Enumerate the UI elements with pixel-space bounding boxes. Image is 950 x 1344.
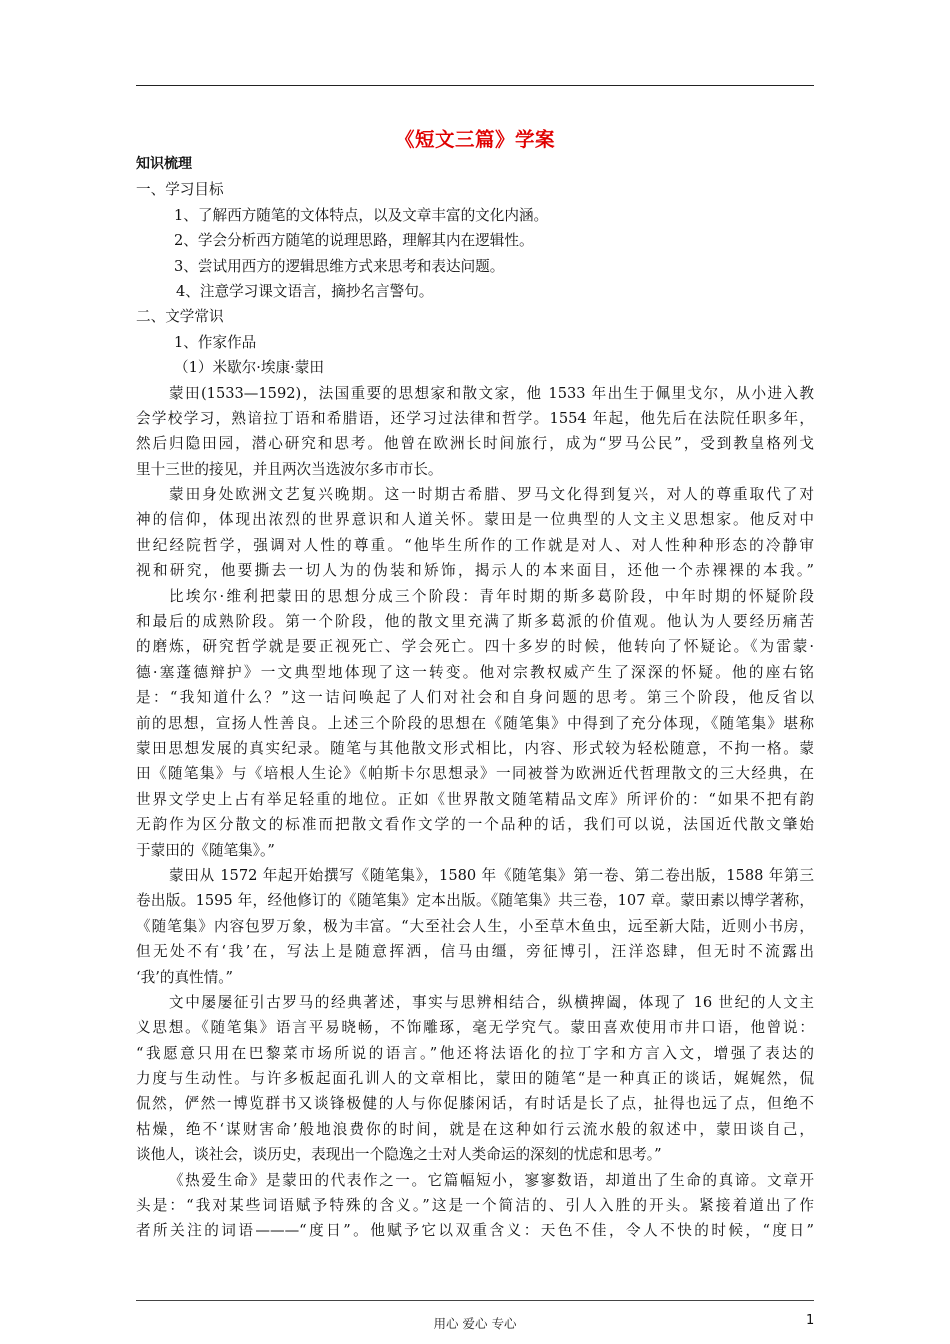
text-line: 谈他人，谈社会，谈历史，表现出一个隐逸之士对人类命运的深刻的忧虑和思考。” (136, 1146, 662, 1164)
text-line: 头是：“我对某些词语赋予特殊的含义。”这是一个简洁的、引人入胜的开头。紧接着道出了作 (136, 1197, 814, 1215)
text-line: 3、尝试用西方的逻辑思维方式来思考和表达问题。 (174, 257, 505, 275)
text-line: 会学校学习，熟谙拉丁语和希腊语，还学习过法律和哲学。1554 年起，他先后在法院任职多年， (136, 409, 814, 427)
text-line: 世纪经院哲学，强调对人性的尊重。“他毕生所作的工作就是对人、对人性种种形态的冷静审 (136, 536, 814, 554)
text-line: 比埃尔·维利把蒙田的思想分成三个阶段：青年时期的斯多葛阶段，中年时期的怀疑阶段 (169, 587, 814, 605)
text-line: （1）米歇尔·埃康·蒙田 (174, 359, 324, 377)
text-line: 文中屡屡征引古罗马的经典著述，事实与思辨相结合，纵横捭阖，体现了 16 世纪的人文主 (169, 993, 814, 1011)
text-line: 德·塞蓬德辩护》一文典型地体现了这一转变。他对宗教权威产生了深深的怀疑。他的座右铭 (136, 663, 814, 681)
text-line: 力度与生动性。与许多板起面孔训人的文章相比，蒙田的随笔“是一种真正的谈话，娓娓然，侃 (136, 1070, 814, 1088)
text-line: 无韵作为区分散文的标准而把散文看作文学的一个品种的话，我们可以说，法国近代散文肇始 (136, 816, 814, 834)
text-line: 二、文学常识 (136, 308, 224, 326)
text-line: 和最后的成熟阶段。第一个阶段，他的散文里充满了斯多葛派的价值观。他认为人要经历痛苦 (136, 613, 814, 631)
document-title: 《短文三篇》学案 (394, 128, 555, 151)
text-line: 世界文学史上占有举足轻重的地位。正如《世界散文随笔精品文库》所评价的：“如果不把有韵 (136, 790, 814, 808)
text-line: 视和研究，他要撕去一切人为的伪装和矫饰，揭示人的本来面目，还他一个赤裸裸的本我。” (136, 562, 814, 580)
text-line: 里十三世的接见，并且两次当选波尔多市市长。 (136, 460, 443, 478)
page-footer: 用心 爱心 专心 (433, 1316, 517, 1331)
text-line: 但无处不有‘我’在，写法上是随意挥洒，信马由缰，旁征博引，汪洋恣肆，但无时不流露出 (136, 943, 814, 961)
text-line: 于蒙田的《随笔集》。” (136, 841, 275, 859)
text-line: 蒙田身处欧洲文艺复兴晚期。这一时期古希腊、罗马文化得到复兴，对人的尊重取代了对 (169, 486, 814, 504)
text-line: 然后归隐田园，潜心研究和思考。他曾在欧洲长时间旅行，成为“罗马公民”，受到教皇格列戈 (136, 435, 814, 453)
text-line: 蒙田(1533—1592)，法国重要的思想家和散文家，他 1533 年出生于佩里戈尔，从小进入教 (169, 384, 814, 402)
text-line: “我愿意只用在巴黎菜市场所说的语言。”他还将法语化的拉丁字和方言入文，增强了表达的 (136, 1044, 814, 1062)
section-heading: 知识梳理 (136, 156, 192, 172)
text-line: 者所关注的词语———“度日”。他赋予它以双重含义：天色不佳，令人不快的时候，“度日” (136, 1222, 814, 1240)
text-line: 神的信仰，体现出浓烈的世界意识和人道关怀。蒙田是一位典型的人文主义思想家。他反对中 (136, 511, 814, 529)
text-line: 的磨炼，研究哲学就是要正视死亡、学会死亡。四十多岁的时候，他转向了怀疑论。《为雷蒙· (136, 638, 814, 656)
text-line: 侃然，俨然一博览群书又谈锋极健的人与你促膝闲话，有时话是长了点，扯得也远了点，但绝不 (136, 1095, 814, 1113)
text-line: 1、了解西方随笔的文体特点，以及文章丰富的文化内涵。 (174, 206, 549, 224)
page-number: 1 (806, 1313, 815, 1328)
text-line: 一、学习目标 (136, 181, 224, 199)
text-line: 蒙田思想发展的真实纪录。随笔与其他散文形式相比，内容、形式较为轻松随意，不拘一格。蒙 (136, 739, 814, 757)
text-line: 田《随笔集》与《培根人生论》《帕斯卡尔思想录》一同被誉为欧洲近代哲理散文的三大经典，在 (136, 765, 814, 783)
text-line: 4、注意学习课文语言，摘抄名言警句。 (176, 282, 434, 300)
text-line: 1、作家作品 (174, 333, 257, 351)
text-line: 义思想。《随笔集》语言平易晓畅，不饰雕琢，毫无学究气。蒙田喜欢使用市井口语，他曾说： (136, 1019, 814, 1037)
header-rule (136, 85, 814, 86)
text-line: 蒙田从 1572 年起开始撰写《随笔集》，1580 年《随笔集》第一卷、第二卷出版，1588 年第三 (169, 866, 814, 884)
text-line: 《随笔集》内容包罗万象，极为丰富。“大至社会人生，小至草木鱼虫，远至新大陆，近则小书房， (136, 917, 814, 935)
text-line: 枯燥，绝不‘谋财害命’般地浪费你的时间，就是在这种如行云流水般的叙述中，蒙田谈自己， (136, 1120, 814, 1138)
text-line: ‘我’的真性情。” (136, 968, 234, 986)
document-body (136, 152, 814, 1244)
footer-rule (136, 1300, 814, 1301)
text-line: 是：“我知道什么？”这一诘问唤起了人们对社会和自身问题的思考。第三个阶段，他反省以 (136, 689, 814, 707)
text-line: 《热爱生命》是蒙田的代表作之一。它篇幅短小，寥寥数语，却道出了生命的真谛。文章开 (169, 1171, 814, 1189)
text-line: 前的思想，宣扬人性善良。上述三个阶段的思想在《随笔集》中得到了充分体现，《随笔集》堪称 (136, 714, 814, 732)
text-line: 2、学会分析西方随笔的说理思路，理解其内在逻辑性。 (174, 232, 534, 250)
text-line: 卷出版。1595 年，经他修订的《随笔集》定本出版。《随笔集》共三卷，107 章。蒙田素以博学著称， (136, 892, 814, 910)
